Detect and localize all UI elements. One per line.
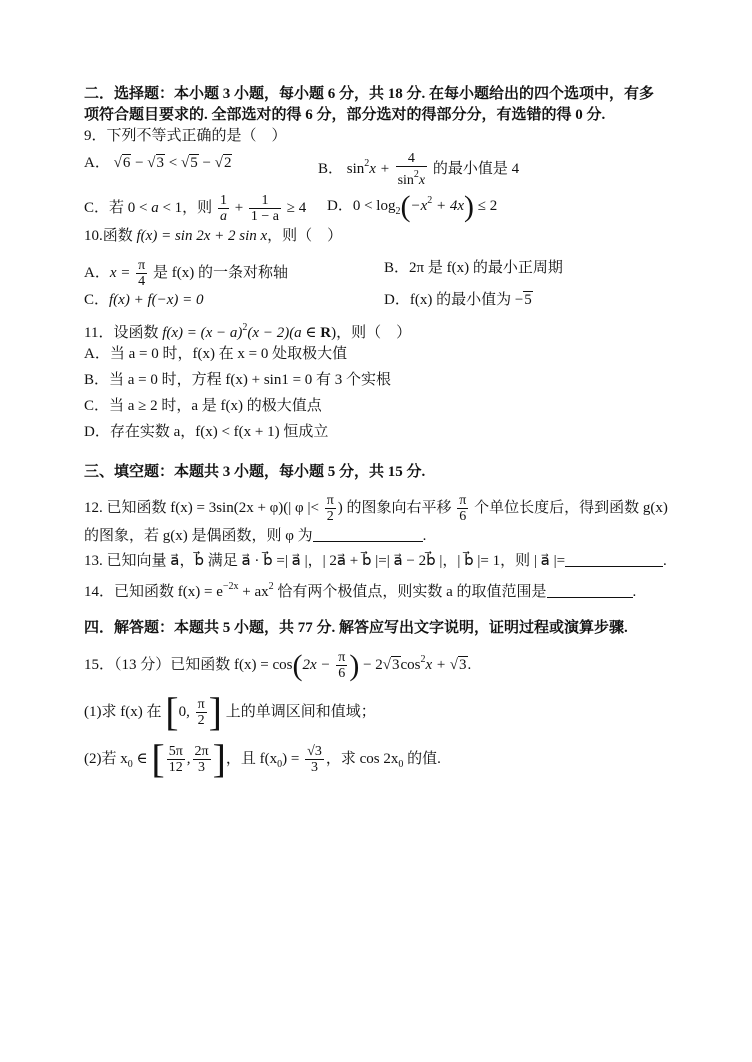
- text: 2x −: [302, 657, 335, 673]
- text: 的图象，若 g(x) 是偶函数，则 φ 为: [84, 528, 313, 544]
- sqrt: √3: [147, 155, 165, 171]
- paren: ): [349, 649, 360, 682]
- text: )，则（ ）: [331, 325, 412, 341]
- answer-blank[interactable]: [313, 527, 423, 542]
- subscript: 0: [398, 758, 404, 770]
- sqrt-content: 3: [459, 657, 467, 673]
- fraction: $\frac{4}{\sin^2x}$: [397, 151, 426, 188]
- formula: (x − 2)(a ∈: [247, 325, 321, 341]
- question-15-part-1: [84, 688, 376, 734]
- section-3-header: 三、填空题：本题共 3 小题，每小题 5 分，共 15 分.: [84, 464, 426, 480]
- text: .: [422, 528, 427, 544]
- q10-option-d: [384, 290, 533, 310]
- option-c-tail: ≥ 4: [283, 199, 307, 216]
- text: ，求 cos 2x: [325, 750, 399, 767]
- text: x =: [109, 264, 135, 281]
- text: ∈: [132, 750, 152, 767]
- sqrt: √6: [113, 155, 131, 171]
- q9-option-d: [327, 191, 497, 222]
- option-b-label: B．: [384, 260, 410, 276]
- text: ，则（ ）: [267, 228, 343, 244]
- text: .: [467, 657, 472, 673]
- text: + 4x: [432, 198, 465, 214]
- text: ) =: [282, 750, 304, 767]
- sqrt-content: 3: [392, 657, 400, 673]
- bracket: ]: [212, 735, 226, 781]
- fraction: $\frac{5\pi}{12}$: [168, 744, 183, 775]
- op: −: [198, 155, 215, 171]
- subscript: 0: [127, 758, 133, 770]
- question-10-stem: [84, 226, 342, 246]
- text: 13. 已知向量 a⃗，b⃗ 满足 a⃗ · b⃗ =| a⃗ |，| 2a⃗ + b⃗ |=| a⃗ − 2b⃗ |，| b⃗ |= 1，则 | a⃗ |=: [84, 553, 566, 569]
- q10-option-c: [84, 290, 204, 310]
- option-c-text: f(x) + f(−x) = 0: [109, 292, 204, 308]
- option-a-label: A．: [84, 264, 110, 281]
- question-11-stem: [84, 318, 411, 343]
- exponent: 2: [268, 581, 274, 592]
- option-a-tail: 是 f(x) 的一条对称轴: [149, 264, 288, 281]
- exponent: 2: [427, 195, 433, 206]
- text: ) 的图象向右平移: [337, 499, 456, 516]
- text: 的值.: [403, 750, 441, 767]
- text: 12. 已知函数 f(x) = 3sin(2x + φ)(| φ |<: [84, 499, 323, 516]
- q10-option-a: [84, 258, 288, 289]
- exponent: 2: [242, 322, 248, 333]
- option-c-label: C．若 0 <: [84, 199, 152, 216]
- fraction: $\frac{\pi}{4}$: [138, 258, 146, 289]
- op: −: [131, 155, 148, 171]
- option-d-tail: ≤ 2: [474, 198, 498, 214]
- question-15-part-2: (2)若 $x_0$ ∈ [ $\frac{5\pi}{12}$ , $\frac{2\pi}{3}$ ]，且 $f(x_0)$ = $\frac{√3}{3}$ ，求 $\cos 2x_0$ 的值.: [84, 735, 441, 781]
- var: a: [151, 199, 159, 216]
- bracket: [: [151, 735, 165, 781]
- text: 11．设函数: [84, 325, 163, 341]
- text: 0,: [178, 703, 194, 720]
- q9-option-c: [84, 193, 306, 224]
- text: x +: [425, 657, 450, 673]
- text: 上的单调区间和值域；: [221, 703, 376, 720]
- section-2-header-line-1: 二．选择题：本小题 3 小题，每小题 6 分，共 18 分. 在每小题给出的四个选项中，有多: [84, 86, 655, 102]
- text: 15．（13 分）已知函数 f(x) = cos: [84, 657, 293, 673]
- text: < 1，则: [158, 199, 216, 216]
- sqrt-content: 5: [524, 292, 532, 308]
- formula: f(x) = (x − a): [162, 325, 243, 341]
- q9-option-b: [318, 151, 519, 188]
- option-a-label: A．: [84, 155, 110, 171]
- text: 恰有两个极值点，则实数 a 的取值范围是: [273, 584, 547, 600]
- exponent: 2: [364, 157, 370, 169]
- text: 14．已知函数 f(x) = e: [84, 584, 223, 600]
- option-d-text: f(x) 的最小值为 −: [409, 292, 524, 308]
- text: 10.函数: [84, 228, 137, 244]
- bracket: [: [165, 688, 179, 734]
- option-b-tail: 的最小值是 4: [429, 160, 520, 177]
- paren: ): [464, 190, 475, 223]
- fraction: $\frac{\pi}{2}$: [326, 493, 334, 524]
- fraction: $\frac{\pi}{2}$: [197, 697, 205, 728]
- fraction: $\frac{\pi}{6}$: [338, 650, 346, 682]
- text: (1)求 f(x) 在: [84, 703, 166, 720]
- question-13: [84, 551, 667, 571]
- var: x +: [369, 160, 394, 177]
- text: (2)若 x: [84, 750, 128, 767]
- fraction: $\frac{1}{1 - a}$: [250, 193, 280, 224]
- answer-blank[interactable]: [547, 583, 633, 598]
- option-d-label: D．: [384, 292, 410, 308]
- subscript: 0: [277, 758, 283, 770]
- sqrt: √5: [181, 155, 198, 171]
- section-2-header-line-2: 项符合题目要求的. 全部选对的得 6 分，部分选对的得部分分，有选错的得 0 分.: [84, 107, 606, 123]
- subscript: 2: [395, 206, 401, 217]
- option-b-text: 2π 是 f(x) 的最小正周期: [409, 260, 563, 276]
- section-4-header: 四．解答题：本题共 5 小题，共 77 分. 解答应写出文字说明，证明过程或演算步骤.: [84, 620, 628, 636]
- paren: (: [292, 649, 303, 682]
- exponent: −2x: [222, 581, 239, 592]
- text: 0 < log: [352, 198, 396, 214]
- op: <: [165, 155, 181, 171]
- option-b-label: B．: [318, 160, 344, 177]
- op: +: [230, 199, 247, 216]
- fraction: $\frac{\pi}{6}$: [459, 493, 467, 524]
- text: .: [632, 584, 637, 600]
- text: + ax: [238, 584, 269, 600]
- option-c-label: C．: [84, 292, 110, 308]
- question-12-line-2: [84, 526, 426, 546]
- q11-option-d: D．存在实数 a，f(x) < f(x + 1) 恒成立: [84, 424, 329, 440]
- bracket: ]: [208, 688, 222, 734]
- q11-option-a: A．当 a = 0 时，f(x) 在 x = 0 处取极大值: [84, 346, 348, 362]
- exponent: 2: [420, 654, 426, 665]
- formula: f(x) = sin 2x + 2 sin x: [136, 228, 268, 244]
- text: cos: [400, 657, 421, 673]
- option-d-label: D．: [327, 198, 353, 214]
- answer-blank[interactable]: [565, 552, 663, 567]
- q10-option-b: [384, 258, 563, 278]
- sqrt: √2: [214, 155, 232, 171]
- text: 个单位长度后，得到函数 g(x): [470, 499, 668, 516]
- fraction: $\frac{2\pi}{3}$: [194, 744, 209, 775]
- question-9-stem: 9．下列不等式正确的是（ ）: [84, 128, 287, 144]
- text: ，且 f(x: [225, 750, 278, 767]
- q11-option-c: C．当 a ≥ 2 时，a 是 f(x) 的极大值点: [84, 398, 322, 414]
- question-14: [84, 577, 636, 602]
- q9-option-a: [84, 153, 232, 173]
- question-12-line-1: [84, 493, 668, 524]
- fraction: $\frac{√3}{3}$: [307, 744, 322, 775]
- reals-symbol: R: [320, 325, 332, 341]
- paren: (: [400, 190, 411, 223]
- q11-option-b: B．当 a = 0 时，方程 f(x) + sin1 = 0 有 3 个实根: [84, 372, 392, 388]
- sin: sin: [346, 160, 365, 177]
- text: − 2: [359, 657, 383, 673]
- text: .: [663, 553, 667, 569]
- question-15-stem: 15．（13 分）已知函数 f(x) = cos(2x − $\frac{\pi}{6}$ ) − $2√3\cos^2x + √3$.: [84, 649, 472, 682]
- text: −x: [410, 198, 428, 214]
- fraction: $\frac{1}{a}$: [219, 193, 227, 224]
